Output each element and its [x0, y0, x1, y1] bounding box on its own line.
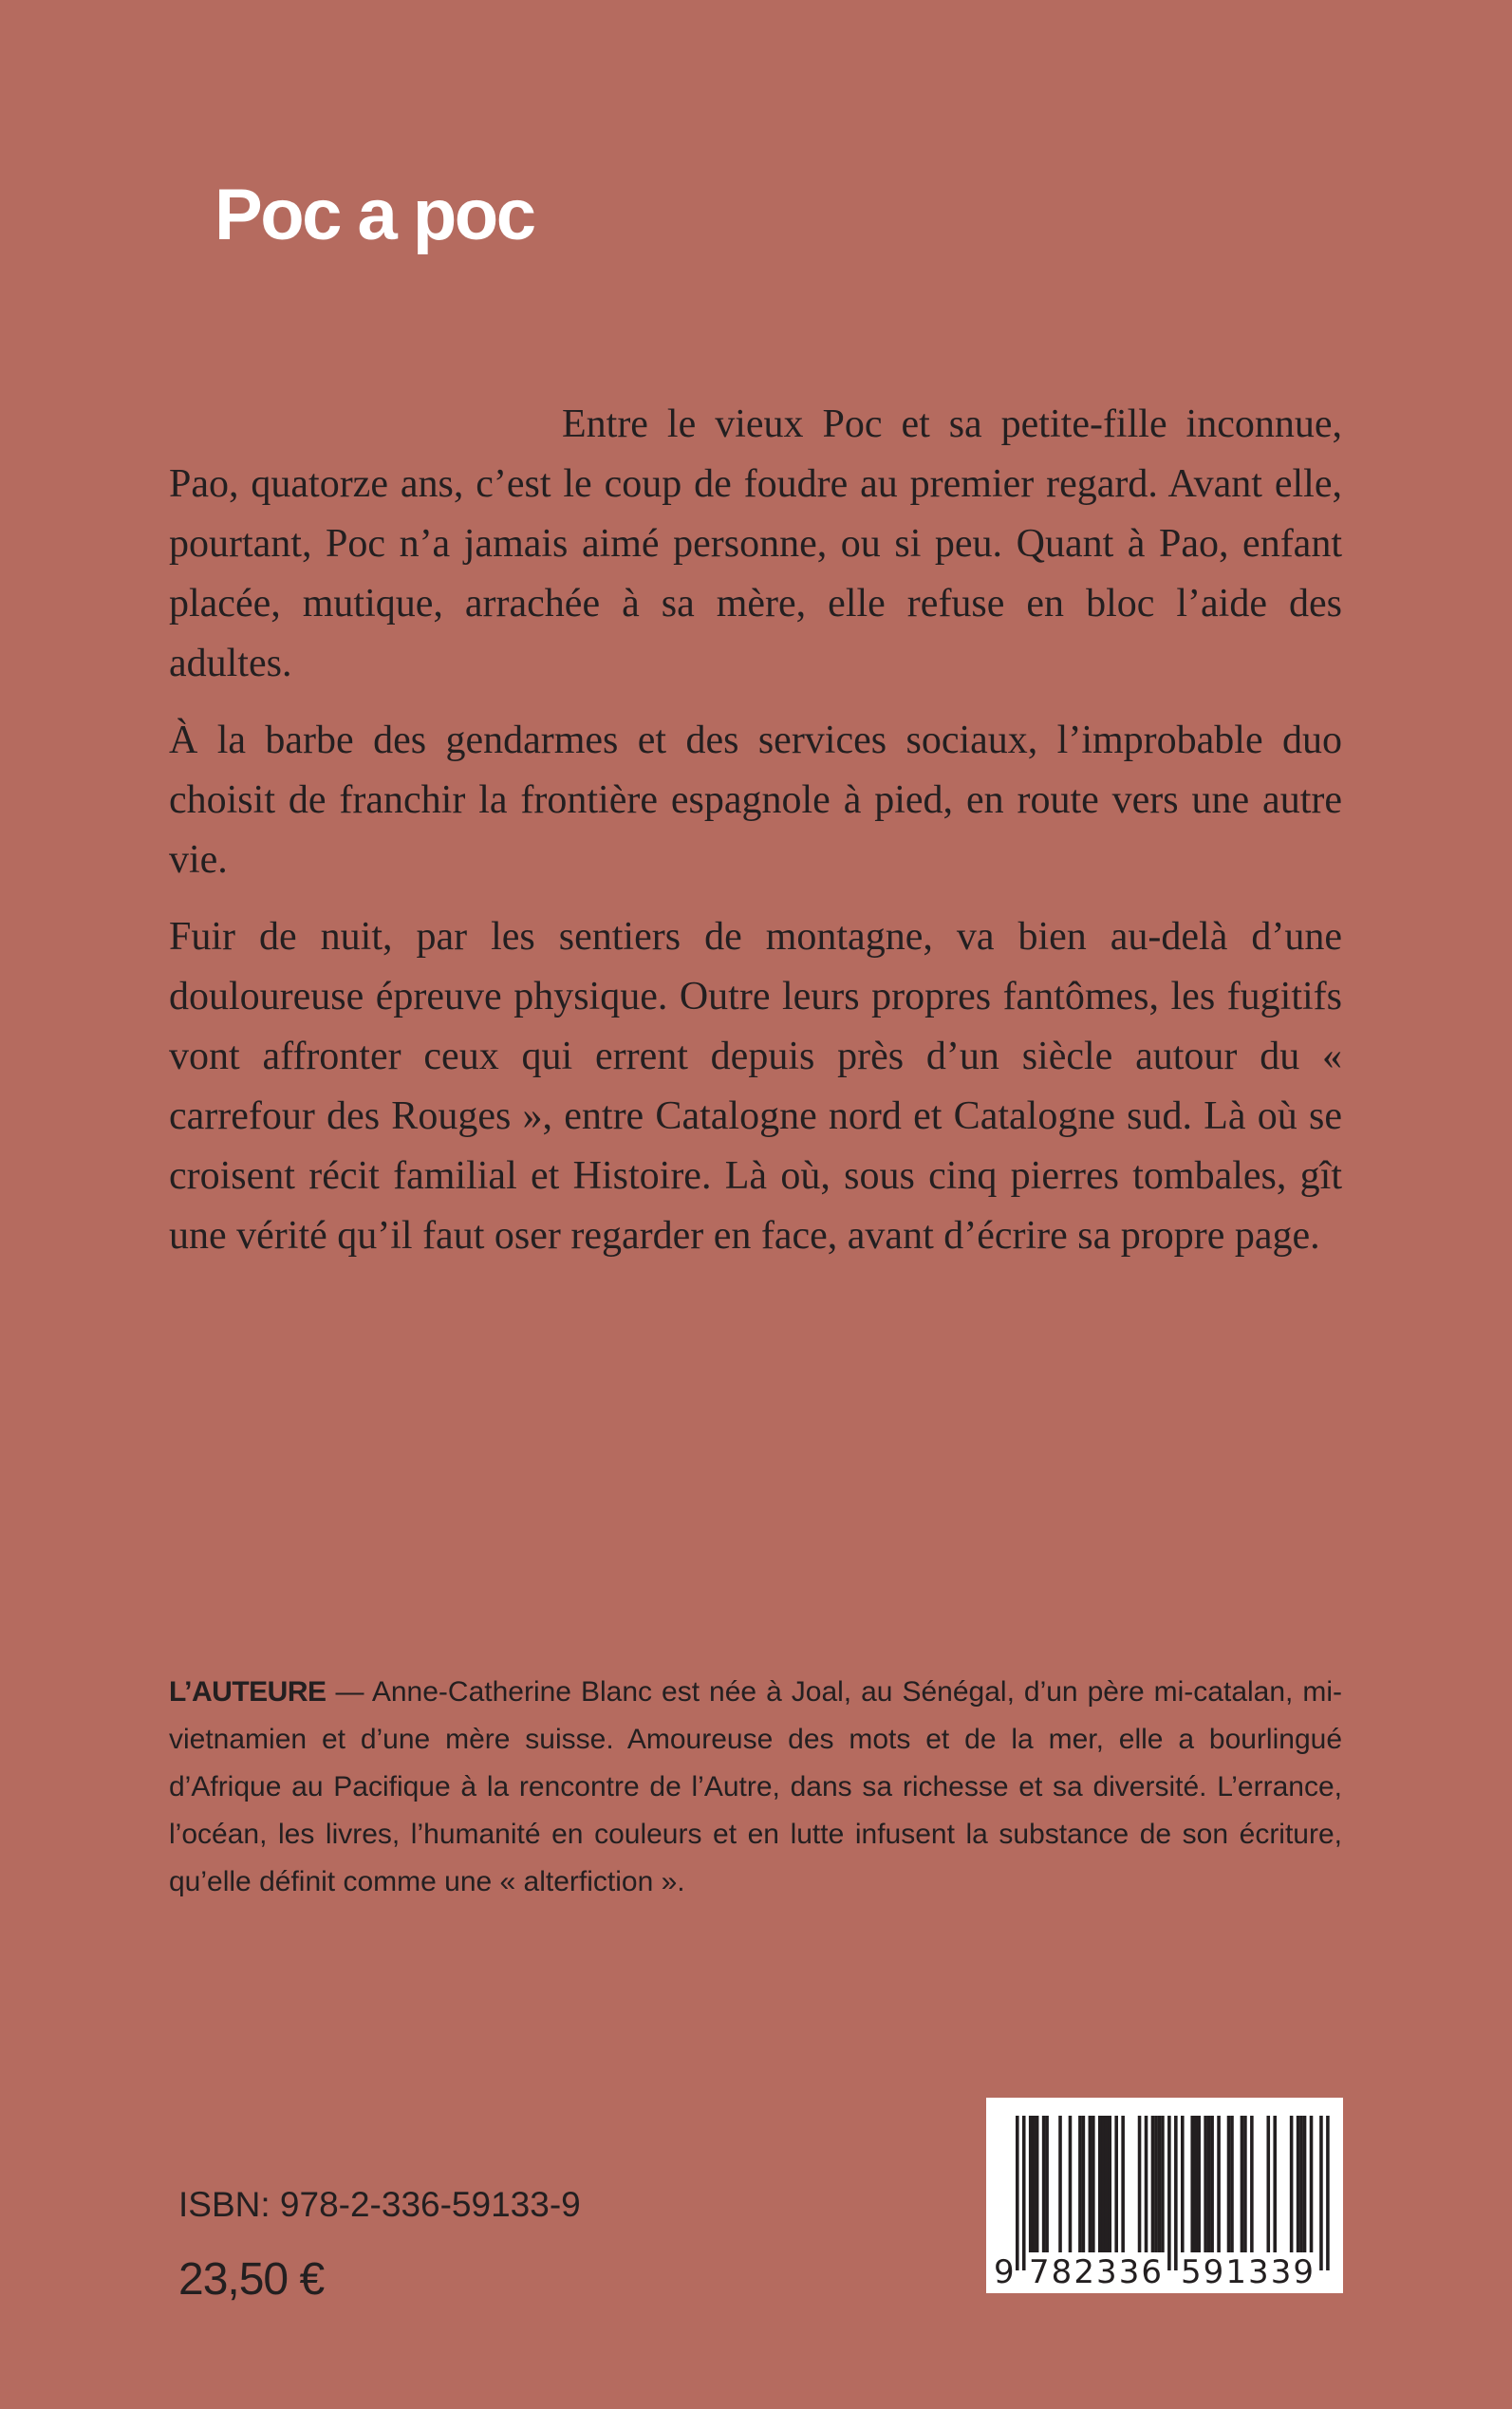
blurb-paragraph-1: Entre le vieux Poc et sa petite-fille inconnue, Pao, quatorze ans, c’est le coup de foudre au premier regard. Avant elle, pourtant, Poc n’a jamais aimé personne, ou si peu. Quant à Pao, enfant placée, mutique, arrachée à sa mère, elle refuse en bloc l’aide des adultes. — [169, 402, 1342, 685]
blurb-paragraph-2: À la barbe des gendarmes et des services sociaux, l’improbable duo choisit de franchir la frontière espagnole à pied, en route vers une autre vie. — [169, 719, 1342, 882]
barcode-first-digit: 9 — [994, 2253, 1015, 2291]
author-bio-text: Anne-Catherine Blanc est née à Joal, au Sénégal, d’un père mi-catalan, mi-vietnamien et d’une mère suisse. Amoureuse des mots et de la mer, elle a bourlingué d’Afrique au Pacifique à la rencontre de l’Autre, dans sa richesse et sa diversité. L’errance, l’océan, les livres, l’humanité en couleurs et en lutte infusent la substance de son écriture, qu’elle définit comme une « alterfiction ». — [169, 1676, 1343, 1897]
author-bio — [169, 1669, 1342, 1906]
book-title: Poc a poc — [215, 175, 534, 255]
back-cover-blurb — [169, 395, 1342, 1283]
barcode-bars — [986, 2098, 1343, 2293]
barcode-right-digits: 591339 — [1181, 2253, 1314, 2291]
barcode-digits — [994, 2253, 1314, 2291]
isbn: ISBN: 978-2-336-59133-9 — [178, 2185, 581, 2224]
price: 23,50 € — [178, 2254, 325, 2305]
author-bio-separator: — — [326, 1676, 372, 1708]
author-bio-label: L’AUTEURE — [169, 1676, 327, 1708]
ean-barcode — [986, 2098, 1343, 2293]
blurb-paragraph-3: Fuir de nuit, par les sentiers de montagne, va bien au-delà d’une douloureuse épreuve physique. Outre leurs propres fantômes, les fugitifs vont affronter ceux qui errent depuis près d’un siècle autour du « carrefour des Rouges », entre Catalogne nord et Catalogne sud. Là où se croisent récit familial et Histoire. Là où, sous cinq pierres tombales, gît une vérité qu’il faut oser regarder en face, avant d’écrire sa propre page. — [169, 915, 1342, 1258]
barcode-left-digits: 782336 — [1029, 2253, 1162, 2291]
